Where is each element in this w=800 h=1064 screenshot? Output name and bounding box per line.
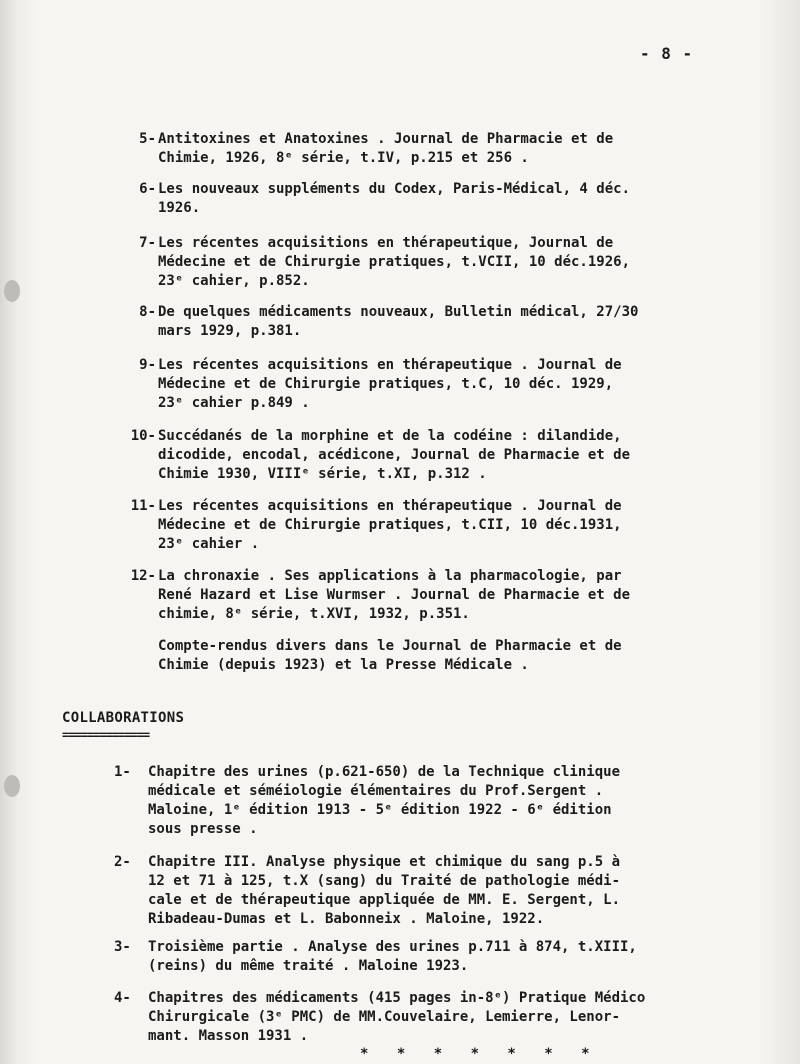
entry-text: Antitoxines et Anatoxines . Journal de Pharmacie et de Chimie, 1926, 8ᵉ série, t.IV, p.215 et 256 . (158, 131, 614, 166)
entry-text: Chapitres des médicaments (415 pages in-8ᵉ) Pratique Médico Chirurgicale (3ᵉ PMC) de MM.Couvelaire, Lemierre, Lenor- mant. Masson 1931 . (148, 990, 646, 1044)
entry-text: Les nouveaux suppléments du Codex, Paris-Médical, 4 déc. 1926. (158, 181, 631, 216)
entry-number: 12- (130, 568, 156, 584)
publication-entry (110, 427, 770, 484)
page-number: - 8 - (640, 44, 694, 63)
entry-number: 1- (114, 764, 131, 780)
note-paragraph: Compte-rendus divers dans le Journal de Pharmacie et de Chimie (depuis 1923) et la Presse Médicale . (158, 638, 622, 673)
publication-entry (110, 130, 770, 168)
entry-text: Troisième partie . Analyse des urines p.711 à 874, t.XIII, (reins) du même traité . Maloine 1923. (148, 939, 637, 974)
collaboration-entry (96, 938, 786, 976)
entry-text: De quelques médicaments nouveaux, Bulletin médical, 27/30 mars 1929, p.381. (158, 304, 639, 339)
entry-text: Les récentes acquisitions en thérapeutique . Journal de Médecine et de Chirurgie pratiques, t.C, 10 déc. 1929, 23ᵉ cahier p.849 . (158, 357, 622, 411)
publication-entry (110, 180, 770, 218)
publication-entry (110, 303, 770, 341)
publication-entry (110, 567, 770, 624)
entry-number: 4- (114, 990, 131, 1006)
entry-text: Les récentes acquisitions en thérapeutique, Journal de Médecine et de Chirurgie pratiques, t.VCII, 10 déc.1926, 23ᵉ cahier, p.852. (158, 235, 631, 289)
entry-text: Les récentes acquisitions en thérapeutique . Journal de Médecine et de Chirurgie pratiques, t.CII, 10 déc.1931, 23ᵉ cahier . (158, 498, 622, 552)
trailing-marks: * * * * * * * (360, 1046, 600, 1062)
entry-text: Succédanés de la morphine et de la codéine : dilandide, dicodide, encodal, acédicone, Journal de Pharmacie et de Chimie 1930, VIIIᵉ série, t.XI, p.312 . (158, 428, 631, 482)
entry-number: 7- (139, 235, 156, 251)
entry-number: 8- (139, 304, 156, 320)
punch-hole (4, 280, 20, 302)
punch-hole (4, 775, 20, 797)
collaboration-entry (96, 989, 786, 1046)
publication-entry (110, 234, 770, 291)
entry-text: La chronaxie . Ses applications à la pharmacologie, par René Hazard et Lise Wurmser . Journal de Pharmacie et de chimie, 8ᵉ série, t.XVI, 1932, p.351. (158, 568, 631, 622)
section-underline: ============== (62, 728, 150, 742)
entry-number: 11- (130, 498, 156, 514)
entry-text: Chapitre des urines (p.621-650) de la Technique clinique médicale et séméiologie élémentaires du Prof.Sergent . Maloine, 1ᵉ édition 1913 - 5ᵉ édition 1922 - 6ᵉ édition sous presse . (148, 764, 621, 837)
publication-entry (110, 497, 770, 554)
entry-number: 2- (114, 854, 131, 870)
publication-entry (110, 356, 770, 413)
entry-number: 3- (114, 939, 131, 955)
collaboration-entry (96, 763, 786, 839)
entry-number: 6- (139, 181, 156, 197)
collaboration-entry (96, 853, 786, 929)
entry-text: Chapitre III. Analyse physique et chimique du sang p.5 à 12 et 71 à 125, t.X (sang) du Traité de pathologie médi- cale et de thérapeutique appliquée de MM. E. Sergent, L. Ribadeau-Dumas et L. Babonneix . Maloine, 1922. (148, 854, 621, 927)
entry-number: 9- (139, 357, 156, 373)
section-title: COLLABORATIONS (62, 710, 185, 726)
entry-number: 5- (139, 131, 156, 147)
entry-number: 10- (130, 428, 156, 444)
